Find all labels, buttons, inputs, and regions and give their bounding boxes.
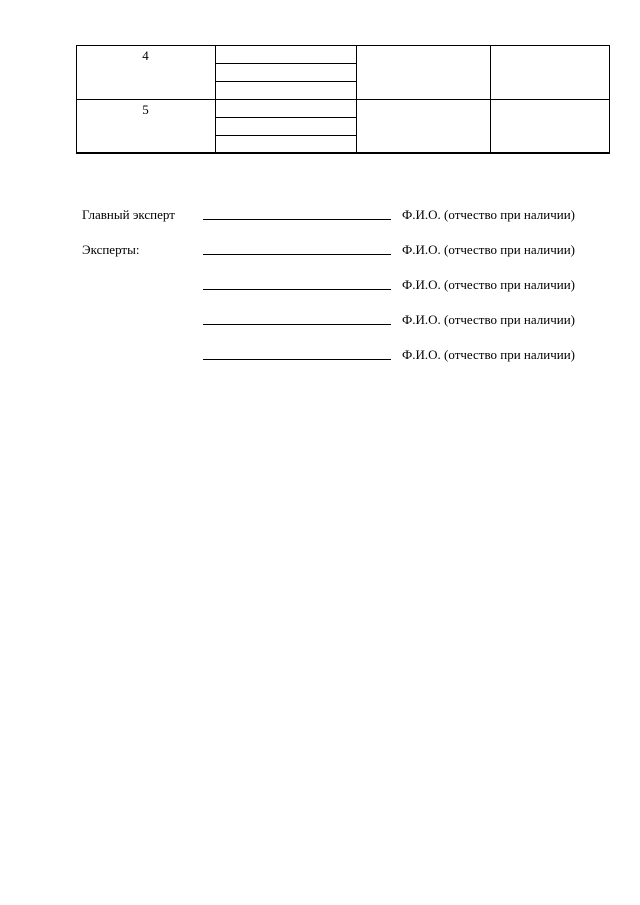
table-subrow-divider [215,63,356,64]
name-placeholder: Ф.И.О. (отчество при наличии) [402,312,575,327]
table-subrow-divider [215,117,356,118]
signature-line [203,219,391,220]
name-placeholder: Ф.И.О. (отчество при наличии) [402,242,575,257]
table-subrow-divider [215,81,356,82]
experts-label: Эксперты: [82,242,140,257]
table-subrow-divider [215,135,356,136]
table-border-bottom [76,152,610,154]
signature-line [203,359,391,360]
signature-line [203,324,391,325]
table-row-number: 5 [142,102,149,117]
name-placeholder: Ф.И.О. (отчество при наличии) [402,277,575,292]
table-border-top [76,45,610,46]
name-placeholder: Ф.И.О. (отчество при наличии) [402,347,575,362]
name-placeholder: Ф.И.О. (отчество при наличии) [402,207,575,222]
signature-line [203,254,391,255]
results-table [76,45,610,153]
chief-expert-label: Главный эксперт [82,207,175,222]
table-row-number: 4 [142,48,149,63]
table-row-divider [76,99,610,100]
signature-line [203,289,391,290]
